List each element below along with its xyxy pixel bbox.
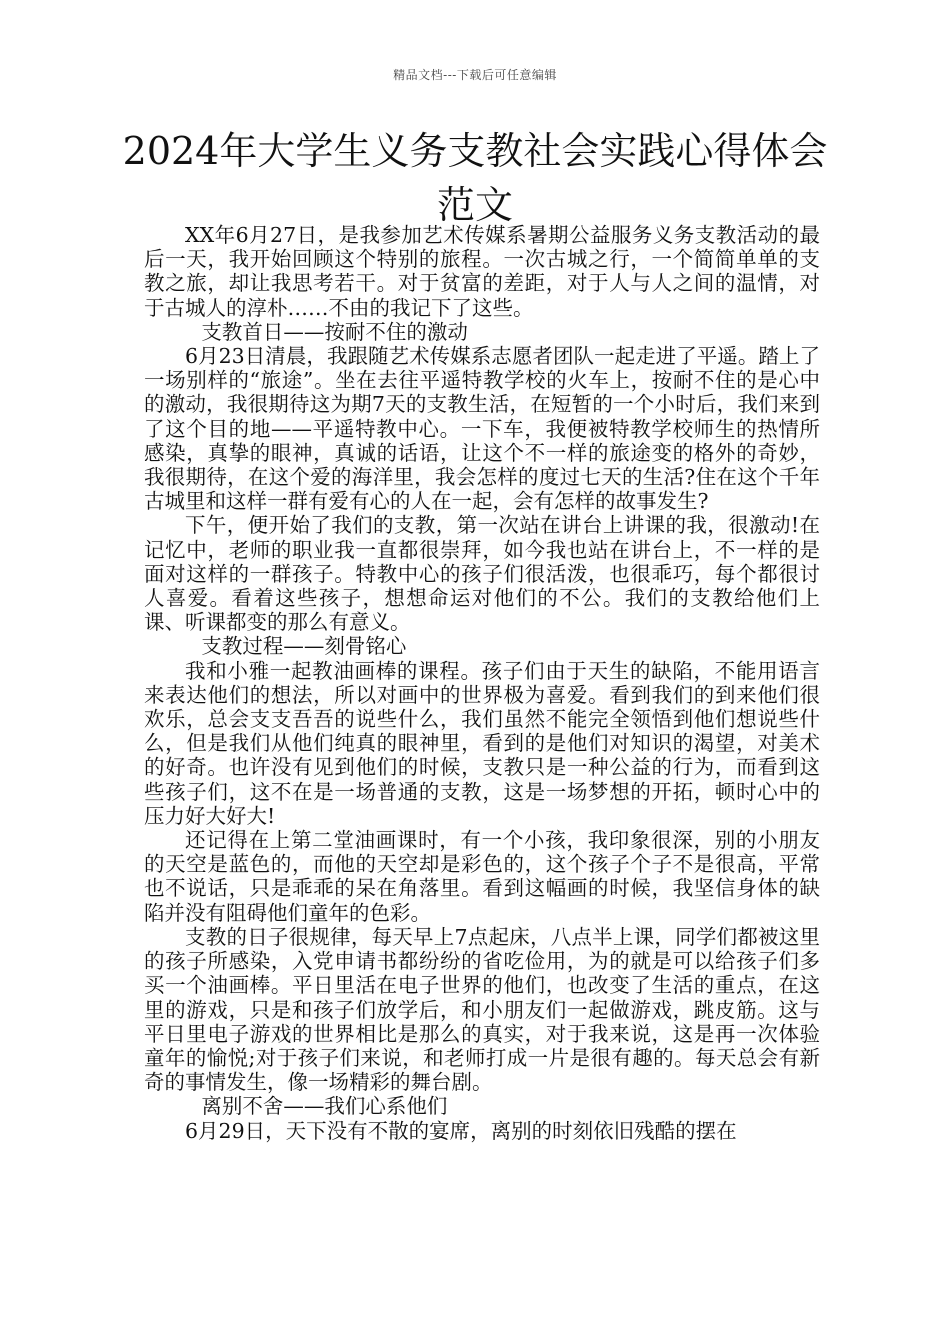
paragraph: 下午，便开始了我们的支教，第一次站在讲台上讲课的我，很激动!在记忆中，老师的职业我一直都很崇拜，如今我也站在讲台上，不一样的是面对这样的一群孩子。特教中心的孩子们很活泼，也很乖巧，每个都很讨人喜爱。看着这些孩子，想想命运对他们的不公。我们的支教给他们上课、听课都变的那么有意义。 <box>144 513 820 635</box>
document-body <box>144 223 820 1143</box>
paragraph: 6月29日，天下没有不散的宴席，离别的时刻依旧残酷的摆在 <box>185 1118 737 1143</box>
paragraph: 我和小雅一起教油画棒的课程。孩子们由于天生的缺陷，不能用语言来表达他们的想法，所以对画中的世界极为喜爱。看到我们的到来他们很欢乐，总会支支吾吾的说些什么，我们虽然不能完全领悟到他们想说些什么，但是我们从他们纯真的眼神里，看到的是他们对知识的渴望，对美术的好奇。也许没有见到他们的时候，支教只是一种公益的行为，而看到这些孩子们，这不在是一场普通的支教，这是一场梦想的开拓，顿时心中的压力好大好大! <box>144 658 820 828</box>
section-heading: 支教过程——刻骨铭心 <box>201 634 407 659</box>
paragraph: 支教的日子很规律，每天早上7点起床，八点半上课，同学们都被这里的孩子所感染，入党申请书都纷纷的省吃俭用，为的就是可以给孩子们多买一个油画棒。平日里活在电子世界的他们，也改变了生活的重点，在这里的游戏，只是和孩子们放学后，和小朋友们一起做游戏，跳皮筋。这与平日里电子游戏的世界相比是那么的真实，对于我来说，这是再一次体验童年的愉悦;对于孩子们来说，和老师打成一片是很有趣的。每天总会有新奇的事情发生，像一场精彩的舞台剧。 <box>144 924 820 1095</box>
paragraph: 还记得在上第二堂油画课时，有一个小孩，我印象很深，别的小朋友的天空是蓝色的，而他的天空却是彩色的，这个孩子个子不是很高，平常也不说话，只是乖乖的呆在角落里。看到这幅画的时候，我坚信身体的缺陷并没有阻碍他们童年的色彩。 <box>144 828 820 925</box>
section-heading: 支教首日——按耐不住的激动 <box>201 319 468 344</box>
paragraph: 6月23日清晨，我跟随艺术传媒系志愿者团队一起走进了平遥。踏上了一场别样的“旅途”。坐在去往平遥特教学校的火车上，按耐不住的是心中的激动，我很期待这为期7天的支教生活，在短暂的一个小时后，我们来到了这个目的地——平遥特教中心。一下车，我便被特教学校师生的热情所感染，真挚的眼神，真诚的话语，让这个不一样的旅途变的格外的奇妙，我很期待，在这个爱的海洋里，我会怎样的度过七天的生活?住在这个千年古城里和这样一群有爱有心的人在一起，会有怎样的故事发生? <box>144 344 820 514</box>
page-header: 精品文档---下载后可任意编辑 <box>393 68 557 82</box>
document-title: 2024年大学生义务支教社会实践心得体会范文 <box>122 129 828 227</box>
section-heading: 离别不舍——我们心系他们 <box>201 1094 448 1119</box>
paragraph: XX年6月27日，是我参加艺术传媒系暑期公益服务义务支教活动的最后一天，我开始回顾这个特别的旅程。一次古城之行，一个简简单单的支教之旅，却让我思考若干。对于贫富的差距，对于人与人之间的温情，对于古城人的淳朴……不由的我记下了这些。 <box>144 223 820 320</box>
